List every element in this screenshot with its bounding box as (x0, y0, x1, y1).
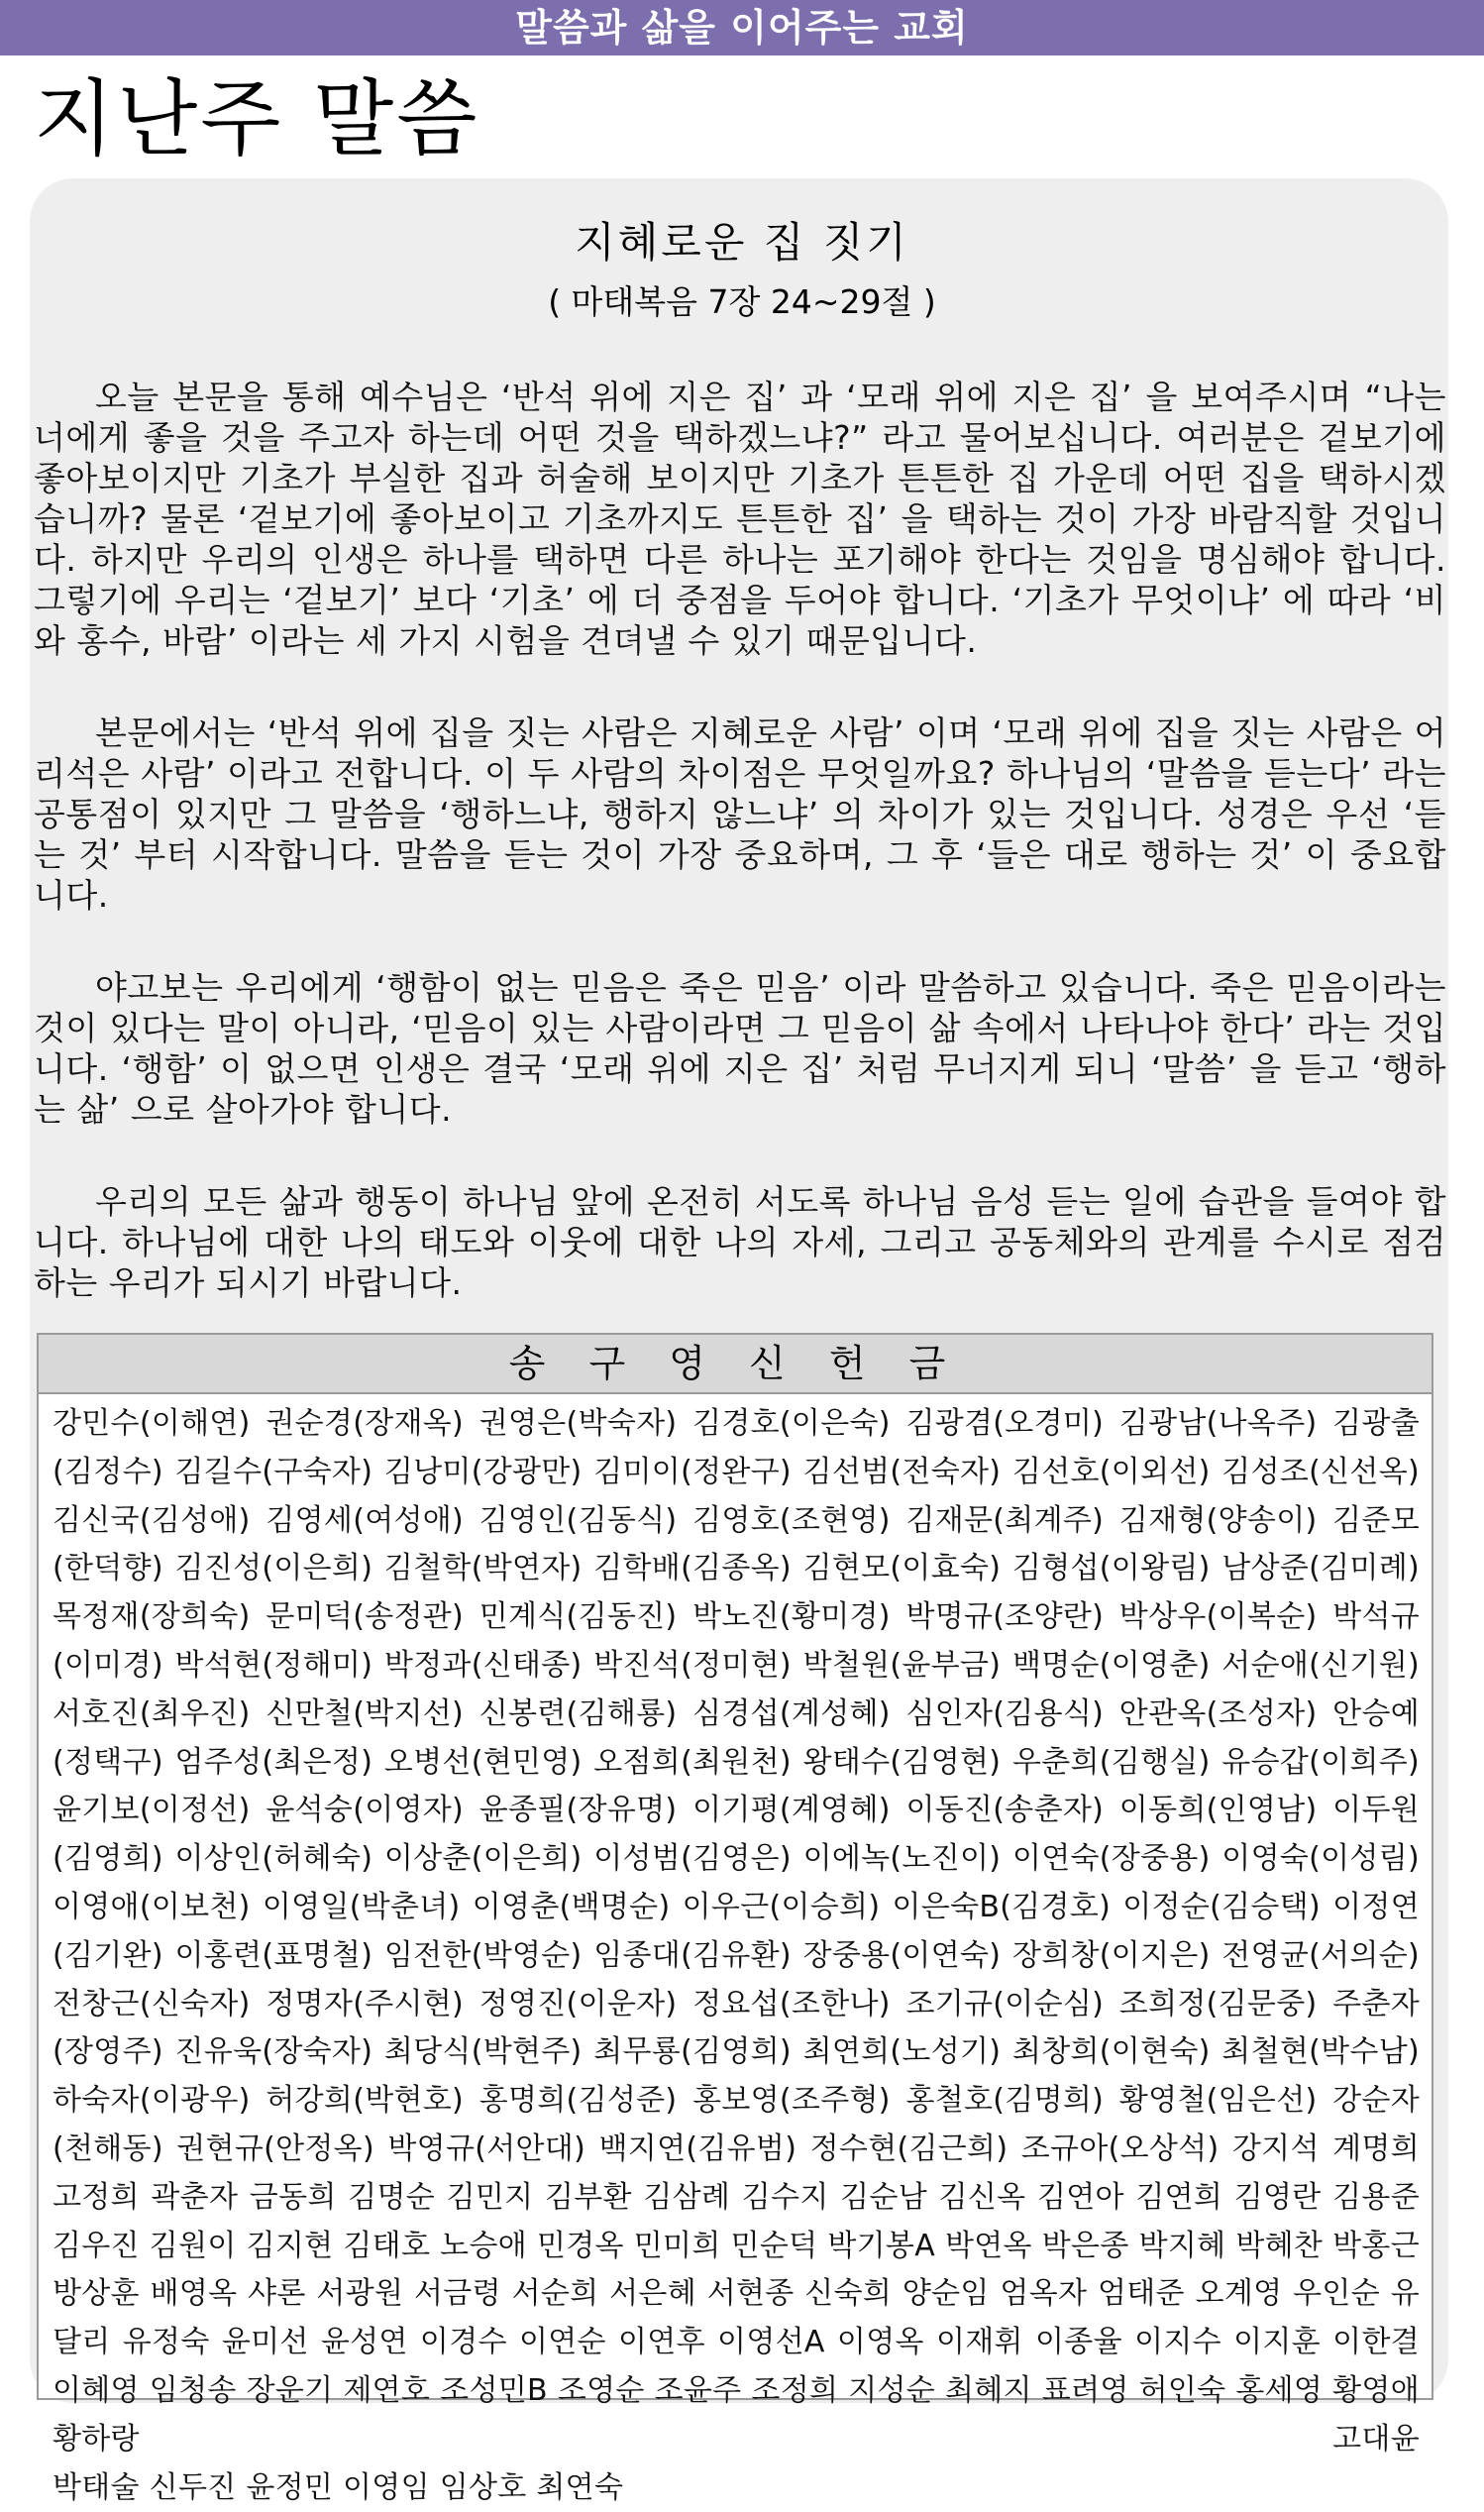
sermon-paragraph: 야고보는 우리에게 ‘행함이 없는 믿음은 죽은 믿음’ 이라 말씀하고 있습니다. 죽은 믿음이라는 것이 있다는 말이 아니라, ‘믿음이 있는 사람이라면 그 믿음이 삶 속에서 나타나야 한다’ 라는 것입니다. ‘행함’ 이 없으면 인생은 결국 ‘모래 위에 지은 집’ 처럼 무너지게 되니 ‘말씀’ 을 듣고 ‘행하는 삶’ 으로 살아가야 합니다. (34, 968, 1446, 1129)
sermon-paragraph: 우리의 모든 삶과 행동이 하나님 앞에 온전히 서도록 하나님 음성 듣는 일에 습관을 들여야 합니다. 하나님에 대한 나의 태도와 이웃에 대한 나의 자세, 그리고 공동체와의 관계를 수시로 점검하는 우리가 되시기 바랍니다. (34, 1182, 1446, 1302)
sermon-paragraph: 오늘 본문을 통해 예수님은 ‘반석 위에 지은 집’ 과 ‘모래 위에 지은 집’ 을 보여주시며 “나는 너에게 좋을 것을 주고자 하는데 어떤 것을 택하겠느냐?” 라고 물어보십니다. 여러분은 겉보기에 좋아보이지만 기초가 부실한 집과 허술해 보이지만 기초가 튼튼한 집 가운데 어떤 집을 택하시겠습니까? 물론 ‘겉보기에 좋아보이고 기초까지도 튼튼한 집’ 을 택하는 것이 가장 바람직할 것입니다. 하지만 우리의 인생은 하나를 택하면 다른 하나는 포기해야 한다는 것임을 명심해야 합니다. 그렇기에 우리는 ‘겉보기’ 보다 ‘기초’ 에 더 중점을 두어야 합니다. ‘기초가 무엇이냐’ 에 따라 ‘비와 홍수, 바람’ 이라는 세 가지 시험을 견뎌낼 수 있기 때문입니다. (34, 378, 1446, 660)
scripture-reference: ( 마태복음 7장 24~29절 ) (548, 282, 936, 321)
offering-box (37, 1333, 1433, 2505)
sermon-body (34, 377, 1446, 1355)
sermon-paragraph: 본문에서는 ‘반석 위에 집을 짓는 사람은 지혜로운 사람’ 이며 ‘모래 위에 집을 짓는 사람은 어리석은 사람’ 이라고 전합니다. 이 두 사람의 차이점은 무엇일까요? 하나님의 ‘말씀을 듣는다’ 라는 공통점이 있지만 그 말씀을 ‘행하느냐, 행하지 않느냐’ 의 차이가 있는 것입니다. 성경은 우선 ‘듣는 것’ 부터 시작합니다. 말씀을 듣는 것이 가장 중요하며, 그 후 ‘들은 대로 행하는 것’ 이 중요합니다. (34, 713, 1446, 915)
page-title: 지난주 말씀 (34, 70, 480, 167)
offering-title: 송 구 영 신 헌 금 (39, 1335, 1431, 1394)
offering-name-list (39, 1394, 1431, 2512)
sermon-title: 지혜로운 집 짓기 (575, 218, 909, 267)
donor-names-last-line: 박태술 신두진 윤정민 이영임 임상호 최연숙 (53, 2469, 624, 2505)
donor-names: 강민수(이해연) 권순경(장재옥) 권영은(박숙자) 김경호(이은숙) 김광겸(오경미) 김광남(나옥주) 김광출(김정수) 김길수(구숙자) 김낭미(강광만) 김미이(정완구) 김선범(전숙자) 김선호(이외선) 김성조(신선옥) 김신국(김성애) 김영세(여성애) 김영인(김동식) 김영호(조현영) 김재문(최계주) 김재형(양송이) 김준모(한덕향) 김진성(이은희) 김철학(박연자) 김학배(김종옥) 김현모(이효숙) 김형섭(이왕림) 남상준(김미례) 목정재(장희숙) 문미덕(송정관) 민계식(김동진) 박노진(황미경) 박명규(조양란) 박상우(이복순) 박석규(이미경) 박석현(정해미) 박정과(신태종) 박진석(정미현) 박철원(윤부금) 백명순(이영춘) 서순애(신기원) 서호진(최우진) 신만철(박지선) 신봉련(김해룡) 심경섭(계성혜) 심인자(김용식) 안관옥(조성자) 안승예(정택구) 엄주성(최은정) 오병선(현민영) 오점희(최원천) 왕태수(김영현) 우춘희(김행실) 유승갑(이희주) 윤기보(이정선) 윤석숭(이영자) 윤종필(장유명) 이기평(계영혜) 이동진(송춘자) 이동희(인영남) 이두원(김영희) 이상인(허혜숙) 이상춘(이은희) 이성범(김영은) 이에녹(노진이) 이연숙(장중용) 이영숙(이성림) 이영애(이보천) 이영일(박춘녀) 이영춘(백명순) 이우근(이승희) 이은숙B(김경호) 이정순(김승택) 이정연(김기완) 이홍련(표명철) 임전한(박영순) 임종대(김유환) 장중용(이연숙) 장희창(이지은) 전영균(서의순) 전창근(신숙자) 정명자(주시현) 정영진(이운자) 정요섭(조한나) 조기규(이순심) 조희정(김문중) 주춘자(장영주) 진유욱(장숙자) 최당식(박현주) 최무룡(김영희) 최연희(노성기) 최창희(이현숙) 최철현(박수남) 하숙자(이광우) 허강희(박현호) 홍명희(김성준) 홍보영(조주형) 홍철호(김명희) 황영철(임은선) 강순자(천해동) 권현규(안정옥) 박영규(서안대) 백지연(김유범) 정수현(김근희) 조규아(오상석) 강지석 계명희 고정희 곽춘자 금동희 김명순 김민지 김부환 김삼례 김수지 김순남 김신옥 김연아 김연희 김영란 김용준 김우진 김원이 김지현 김태호 노승애 민경옥 민미희 민순덕 박기봉A 박연옥 박은종 박지혜 박혜찬 박홍근 방상훈 배영옥 샤론 서광원 서금령 서순희 서은혜 서현종 신숙희 양순임 엄옥자 엄태준 오계영 우인순 유달리 유정숙 윤미선 윤성연 이경수 이연순 이연후 이영선A 이영옥 이재휘 이종율 이지수 이지훈 이한결 이혜영 임청송 장운기 제연호 조성민B 조영순 조윤주 조정희 지성순 최혜지 표려영 허인숙 홍세영 황영애 황하랑 고대윤 (53, 1406, 1420, 2457)
church-banner: 말씀과 삶을 이어주는 교회 (0, 0, 1484, 55)
